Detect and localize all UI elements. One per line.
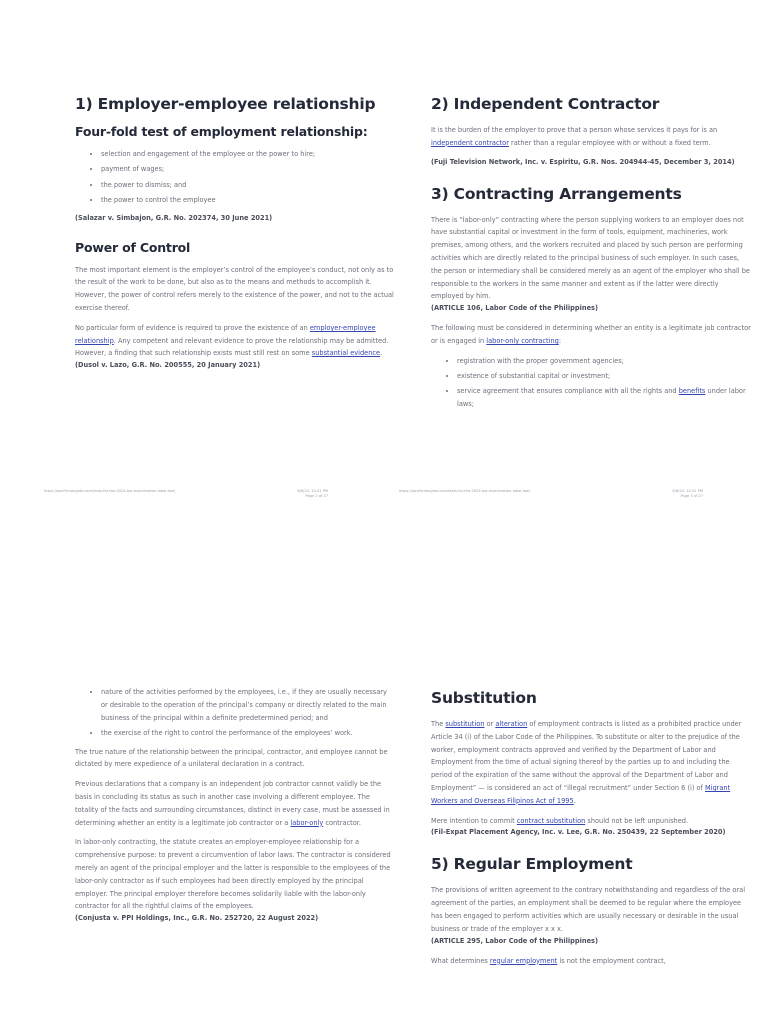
footer-date: 8/8/24, 10:31 PM	[672, 489, 703, 493]
text: .	[380, 349, 383, 358]
heading-employer-employee: 1) Employer-employee relationship	[75, 95, 376, 113]
citation: (ARTICLE 106, Labor Code of the Philippines)	[431, 304, 598, 313]
page-4-content	[431, 686, 751, 974]
text: contractor.	[323, 818, 361, 827]
text: :	[558, 336, 562, 345]
text: of employment contracts is listed as a prohibited practice under Article 34 (i) of the Labor Code of the Philippines. To substitute or alter to the prejudice of the worker, employment contracts approved and verified by the Department of Labor and Employment from the time of actual signing thereof by the parties up to and including the period of the expiration of the same without the approval of the Department of Labor and Employment” — is considered an act of “illegal recruitment” under Section 6 (i) of	[431, 720, 742, 792]
link-employer-employee-relationship[interactable]: employer-employee relationship	[75, 323, 376, 345]
footer-page-number: Page 3 of 27	[680, 493, 703, 498]
link-contract-substitution[interactable]: contract substitution	[516, 816, 586, 825]
text: The	[431, 720, 446, 728]
text: is not the employment contract,	[557, 956, 666, 965]
link-benefits[interactable]: benefits	[678, 387, 706, 396]
heading-regular-employment: 5) Regular Employment	[431, 855, 633, 874]
paragraph: The most important element is the employer’s control of the employee’s conduct, not only as to the result of the work to be done, but also as to the means and methods to accomplish it. However, the power of control refers merely to the existence of the power, and not to the actual exercise thereof.	[75, 265, 394, 313]
list-item: • selection and engagement of the employee or the power to hire;	[101, 148, 395, 161]
text: or	[484, 720, 496, 728]
citation: (ARTICLE 295, Labor Code of the Philippines)	[431, 936, 598, 945]
text: should not be left unpunished.	[585, 816, 689, 825]
page-2-content	[431, 92, 751, 417]
paragraph	[431, 955, 751, 968]
citation: (Conjusta v. PPI Holdings, Inc., G.R. No. 252720, 22 August 2022)	[75, 914, 319, 923]
footer-page-number: Page 2 of 27	[305, 493, 328, 498]
link-labor-only-contracting[interactable]: labor-only contracting	[486, 336, 559, 345]
footer-date: 8/8/24, 10:31 PM	[297, 489, 328, 493]
text: No particular form of evidence is required to prove the existence of an	[75, 323, 310, 332]
text: Previous declarations that a company is an independent job contractor cannot validly be the basis in concluding its status as such in another case involving a different employee. The totality of the facts and surrounding circumstances, distinct in every case, must be assessed in determining whether an entity is a legitimate job contractor or a	[75, 780, 390, 827]
paragraph: The provisions of written agreement to the contrary notwithstanding and regardless of the oral agreement of the parties, an employment shall be deemed to be regular where the employee has been engaged to perform activities which are usually necessary or desirable in the usual business or trade of the employer x x x.	[431, 886, 746, 933]
text: What determines	[431, 956, 490, 965]
list-item: • existence of substantial capital or investment;	[457, 370, 751, 383]
list-item: • the power to dismiss; and	[101, 179, 395, 192]
link-regular-employment[interactable]: regular employment	[489, 956, 558, 965]
page-3-content	[75, 686, 395, 932]
heading-fourfold-test: Four-fold test of employment relationship:	[75, 124, 368, 139]
page-footer-right	[399, 489, 703, 498]
text: It is the burden of the employer to prove that a person whose services it pays for is an	[431, 126, 718, 134]
paragraph: In labor-only contracting, the statute creates an employer-employee relationship for a comprehensive purpose: to prevent a circumvention of labor laws. The contractor is considered merely an agent of the principal employer and the latter is responsible to the employees of the labor-only contractor as if such employees had been directly employed by the principal employer. The principal employer therefore becomes solidarily liable with the labor-only contractor for all the rightful claims of the employees.	[75, 838, 391, 911]
footer-meta	[643, 489, 703, 498]
text: .	[573, 796, 576, 805]
list-item	[457, 385, 751, 411]
citation: (Fil-Expat Placement Agency, Inc. v. Lee, G.R. No. 250439, 22 September 2020)	[431, 828, 726, 837]
list-item: • payment of wages;	[101, 163, 395, 176]
footer-meta	[268, 489, 328, 498]
paragraph	[431, 718, 751, 808]
text: Mere intention to commit	[431, 816, 517, 825]
text: under labor laws;	[457, 387, 746, 409]
link-substitution[interactable]: substitution	[445, 720, 485, 728]
text: . Any competent and relevant evidence to prove the relationship may be admitted. However, a finding that such relationship exists must still rest on some	[75, 336, 389, 358]
heading-contracting-arrangements: 3) Contracting Arrangements	[431, 184, 682, 203]
heading-substitution: Substitution	[431, 689, 537, 707]
text: rather than a regular employee with or without a fixed term.	[508, 138, 711, 147]
paragraph: There is “labor-only” contracting where the person supplying workers to an employer does not have substantial capital or investment in the form of tools, equipment, machineries, work premises, among others, and the workers recruited and placed by such person are performing activities which are directly related to the principal business of such employer. In such cases, the person or intermediary shall be considered merely as an agent of the employer who shall be responsible to the workers in the same manner and extent as if the latter were directly employed by him.	[431, 215, 750, 301]
paragraph	[431, 815, 751, 828]
link-migrant-workers-act[interactable]: Migrant Workers and Overseas Filipinos Act of 1995	[431, 783, 731, 805]
text: service agreement that ensures compliance with all the rights and	[457, 387, 679, 396]
contracting-criteria-list-continued	[75, 686, 395, 740]
link-labor-only[interactable]: labor-only	[290, 818, 324, 827]
heading-power-of-control: Power of Control	[75, 239, 191, 255]
citation: (Fuji Television Network, Inc. v. Espiritu, G.R. Nos. 204944-45, December 3, 2014)	[431, 157, 735, 166]
text: The following must be considered in determining whether an entity is a legitimate job contractor or is engaged in	[431, 324, 751, 345]
heading-independent-contractor: 2) Independent Contractor	[431, 95, 660, 113]
page-1-content	[75, 92, 395, 379]
list-item: • the exercise of the right to control the performance of the employees’ work.	[101, 727, 395, 740]
link-substantial-evidence[interactable]: substantial evidence	[311, 349, 381, 358]
list-item: • the power to control the employee	[101, 194, 395, 207]
contracting-criteria-list	[431, 355, 751, 411]
link-alteration[interactable]: alteration	[495, 720, 528, 728]
citation: (Dusol v. Lazo, G.R. No. 200555, 20 January 2021)	[75, 361, 261, 370]
paragraph	[75, 778, 395, 829]
fourfold-list	[75, 148, 395, 207]
page-footer-left	[44, 489, 328, 498]
paragraph	[75, 322, 395, 360]
list-item: • nature of the activities performed by the employees, i.e., if they are usually necessary or desirable to the operation of the principal’s company or directly related to the main business of the principal within a definite predetermined period; and	[101, 686, 395, 724]
footer-url: https://pacificnaughts.com/tests-for-the-2024-bar-examination-labor-law/	[44, 489, 176, 493]
footer-url: https://pacificnaughts.com/tests-for-the-2024-bar-examination-labor-law/	[399, 489, 531, 493]
list-item: • registration with the proper government agencies;	[457, 355, 751, 368]
paragraph	[431, 322, 751, 348]
paragraph	[431, 124, 751, 150]
link-independent-contractor[interactable]: independent contractor	[431, 138, 509, 147]
citation: (Salazar v. Simbajon, G.R. No. 202374, 30 June 2021)	[75, 213, 273, 222]
paragraph: The true nature of the relationship between the principal, contractor, and employee cannot be dictated by mere expedience of a unilateral declaration in a contract.	[75, 747, 388, 769]
